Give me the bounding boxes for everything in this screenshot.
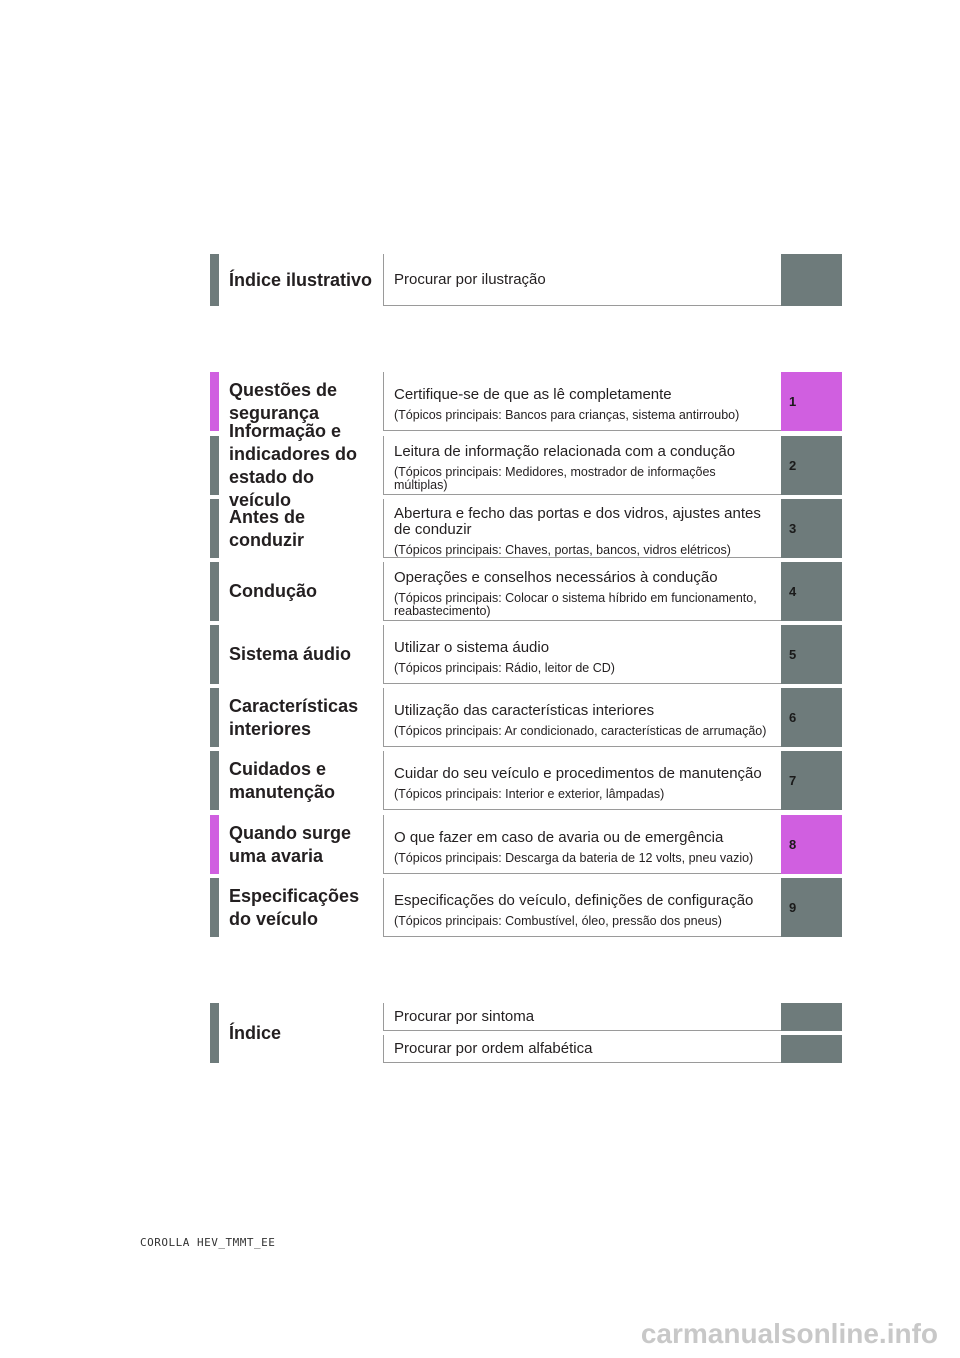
chapter-heading bbox=[229, 815, 379, 874]
chapter-summary: O que fazer em caso de avaria ou de emergência bbox=[394, 828, 724, 846]
chapter-tab[interactable] bbox=[781, 625, 842, 684]
chapter-topics: (Tópicos principais: Descarga da bateria de 12 volts, pneu vazio) bbox=[394, 850, 754, 865]
chapter-row-2[interactable] bbox=[210, 420, 842, 510]
chapter-number: 4 bbox=[789, 584, 797, 599]
illustrative-heading: Índice ilustrativo bbox=[229, 269, 373, 290]
chapter-heading bbox=[229, 420, 379, 510]
section-bar bbox=[210, 562, 219, 621]
chapter-row-9[interactable] bbox=[210, 878, 842, 937]
symptom-search-label: Procurar por sintoma bbox=[394, 1008, 535, 1025]
illustrative-tab[interactable] bbox=[781, 254, 842, 306]
section-bar bbox=[210, 688, 219, 747]
chapter-heading-line: uma avaria bbox=[229, 845, 324, 866]
chapter-heading-line: Características bbox=[229, 695, 359, 716]
chapter-heading-line: Especificações bbox=[229, 885, 360, 906]
section-bar bbox=[210, 499, 219, 558]
chapter-heading-line: Antes de bbox=[229, 506, 306, 527]
chapter-summary: Especificações do veículo, definições de configuração bbox=[394, 891, 754, 909]
section-bar bbox=[210, 372, 219, 431]
chapter-topics: (Tópicos principais: Rádio, leitor de CD) bbox=[394, 660, 615, 675]
section-bar bbox=[210, 625, 219, 684]
chapter-heading bbox=[229, 751, 379, 810]
section-bar bbox=[210, 878, 219, 937]
chapter-description[interactable] bbox=[383, 372, 781, 431]
chapter-heading-line: conduzir bbox=[229, 529, 304, 550]
chapter-heading-line: segurança bbox=[229, 402, 320, 423]
chapter-heading-line: indicadores do bbox=[229, 443, 358, 464]
chapter-number: 7 bbox=[789, 773, 797, 788]
chapter-tab[interactable] bbox=[781, 878, 842, 937]
chapter-heading-line: Questões de bbox=[229, 379, 338, 400]
symptom-tab[interactable] bbox=[781, 1003, 842, 1031]
illustrative-text: Procurar por ilustração bbox=[394, 270, 546, 288]
document-code: COROLLA HEV_TMMT_EE bbox=[140, 1236, 276, 1249]
chapter-summary: Utilização das características interiores bbox=[394, 701, 655, 719]
chapter-heading-line: Sistema áudio bbox=[229, 644, 352, 664]
chapter-summary: Leitura de informação relacionada com a condução bbox=[394, 443, 736, 460]
chapter-heading-line: manutenção bbox=[229, 781, 336, 802]
symptom-search-link[interactable] bbox=[383, 1003, 781, 1031]
watermark: carmanualsonline.info bbox=[640, 1318, 938, 1349]
chapter-topics: (Tópicos principais: Bancos para crianças, sistema antirroubo) bbox=[394, 407, 740, 422]
chapter-summary: Abertura e fecho das portas e dos vidros, ajustes antes de conduzir bbox=[394, 504, 761, 538]
chapter-topics: (Tópicos principais: Ar condicionado, características de arrumação) bbox=[394, 723, 767, 738]
section-bar bbox=[210, 436, 219, 495]
chapter-summary: Utilizar o sistema áudio bbox=[394, 638, 550, 656]
chapter-row-5[interactable] bbox=[210, 625, 842, 684]
chapter-summary: Certifique-se de que as lê completamente bbox=[394, 385, 672, 403]
chapter-tab[interactable] bbox=[781, 436, 842, 495]
chapter-heading-line: interiores bbox=[229, 718, 312, 739]
chapter-topics: (Tópicos principais: Colocar o sistema híbrido em funcionamento, reabastecimento) bbox=[394, 591, 757, 618]
chapter-heading bbox=[229, 878, 379, 937]
chapter-description[interactable] bbox=[383, 878, 781, 937]
index-row bbox=[210, 1003, 842, 1063]
chapter-heading bbox=[229, 499, 379, 558]
chapter-description[interactable] bbox=[383, 625, 781, 684]
alphabetical-search-label: Procurar por ordem alfabética bbox=[394, 1040, 593, 1057]
chapter-heading-line: Quando surge bbox=[229, 822, 352, 843]
chapter-description[interactable] bbox=[383, 562, 781, 621]
chapter-topics: (Tópicos principais: Interior e exterior, lâmpadas) bbox=[394, 786, 665, 801]
chapter-description[interactable] bbox=[383, 688, 781, 747]
chapter-tab[interactable] bbox=[781, 815, 842, 874]
chapter-row-3[interactable] bbox=[210, 499, 842, 558]
chapter-tab[interactable] bbox=[781, 562, 842, 621]
chapter-number: 3 bbox=[789, 521, 797, 536]
illustrative-box[interactable] bbox=[383, 254, 781, 306]
chapter-heading bbox=[229, 688, 379, 747]
chapter-tab[interactable] bbox=[781, 688, 842, 747]
chapter-row-4[interactable] bbox=[210, 562, 842, 621]
section-bar bbox=[210, 751, 219, 810]
chapter-description[interactable] bbox=[383, 751, 781, 810]
chapter-number: 9 bbox=[789, 900, 797, 915]
chapter-tab[interactable] bbox=[781, 499, 842, 558]
chapter-number: 5 bbox=[789, 647, 797, 662]
chapter-topics: (Tópicos principais: Medidores, mostrador de informações múltiplas) bbox=[394, 465, 716, 492]
section-bar bbox=[210, 254, 219, 306]
chapter-description[interactable] bbox=[383, 436, 781, 495]
chapter-heading bbox=[229, 562, 379, 621]
chapter-description[interactable] bbox=[383, 499, 781, 558]
index-heading: Índice bbox=[229, 1022, 282, 1043]
chapter-number: 2 bbox=[789, 458, 797, 473]
chapter-heading-line: Condução bbox=[229, 581, 317, 601]
chapter-number: 1 bbox=[789, 394, 797, 409]
chapter-tab[interactable] bbox=[781, 372, 842, 431]
chapter-summary: Operações e conselhos necessários à condução bbox=[394, 569, 718, 586]
illustrative-index-row[interactable] bbox=[210, 254, 842, 306]
chapter-summary: Cuidar do seu veículo e procedimentos de manutenção bbox=[394, 764, 762, 782]
chapter-heading-line: estado do veículo bbox=[229, 466, 315, 510]
chapter-topics: (Tópicos principais: Chaves, portas, bancos, vidros elétricos) bbox=[394, 542, 731, 557]
chapter-tab[interactable] bbox=[781, 751, 842, 810]
chapter-heading-line: Cuidados e bbox=[229, 758, 327, 779]
chapter-description[interactable] bbox=[383, 815, 781, 874]
chapter-number: 6 bbox=[789, 710, 797, 725]
chapter-heading bbox=[229, 625, 379, 684]
chapter-heading-line: do veículo bbox=[229, 908, 319, 929]
section-bar bbox=[210, 815, 219, 874]
chapter-row-8[interactable] bbox=[210, 815, 842, 874]
chapter-number: 8 bbox=[789, 837, 797, 852]
alphabetical-search-link[interactable] bbox=[383, 1035, 781, 1063]
chapter-row-7[interactable] bbox=[210, 751, 842, 810]
chapter-topics: (Tópicos principais: Combustível, óleo, pressão dos pneus) bbox=[394, 913, 722, 928]
chapter-row-6[interactable] bbox=[210, 688, 842, 747]
chapter-heading-line: Informação e bbox=[229, 420, 342, 441]
section-bar bbox=[210, 1003, 219, 1063]
alphabetical-tab[interactable] bbox=[781, 1035, 842, 1063]
